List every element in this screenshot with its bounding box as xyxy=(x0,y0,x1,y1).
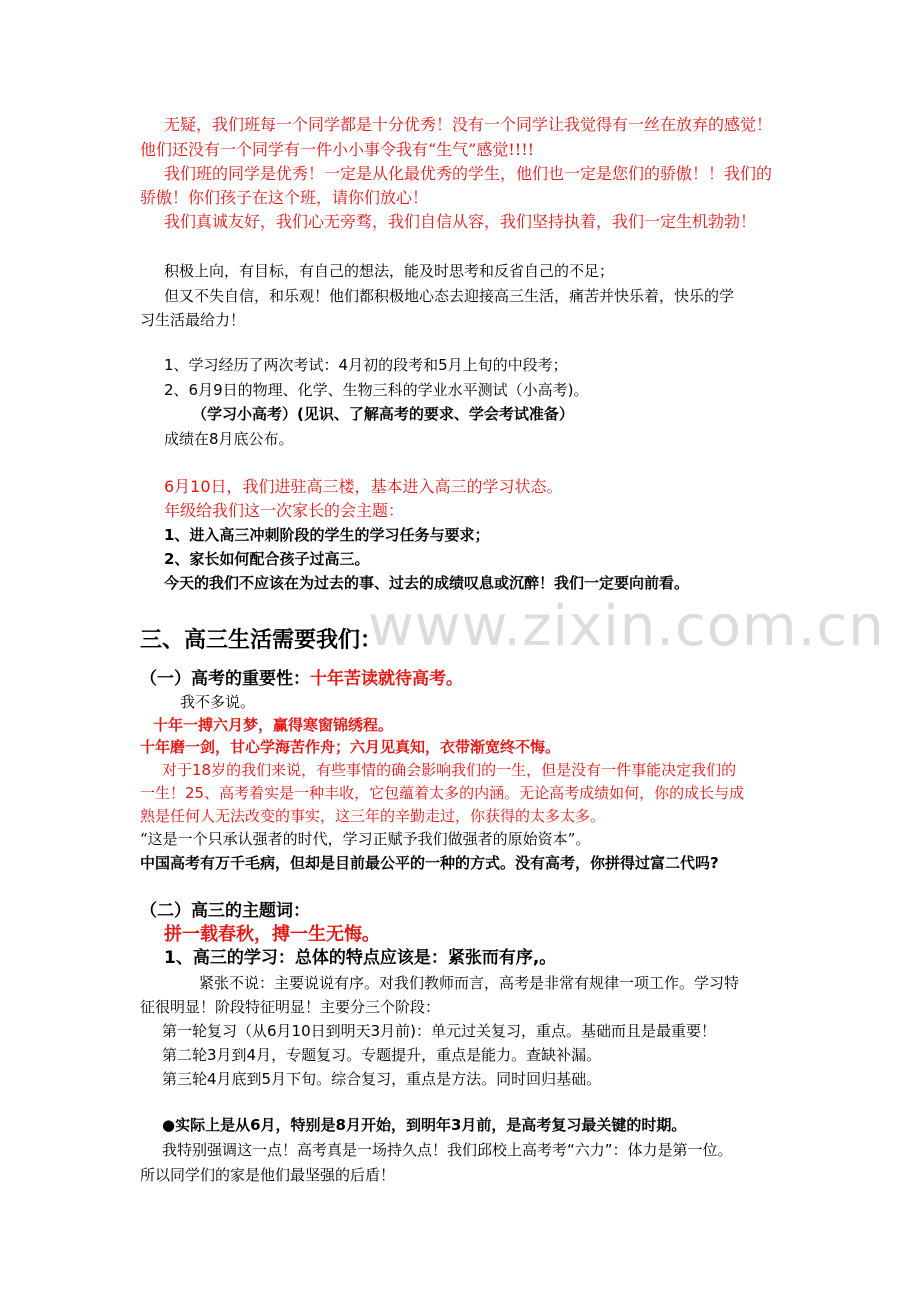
exam-results: 成绩在8月底公布。 xyxy=(164,430,294,448)
study-para-2: 征很明显！阶段特征明显！主要分三个阶段： xyxy=(140,998,441,1016)
subsection-2-heading: （二）高三的主题词： xyxy=(140,901,310,921)
fairness-statement: 中国高考有万千毛病，但却是目前最公平的一种的方式。没有高考，你拼得过富二代吗? xyxy=(140,854,719,872)
intro-line-5: 我们真诚友好，我们心无旁骛，我们自信从容，我们坚持执着，我们一定生机勃勃！ xyxy=(164,212,757,231)
intro-line-3: 我们班的同学是优秀！一定是从化最优秀的学生，他们也一定是您们的骄傲！！我们的 xyxy=(164,164,773,183)
positive-line-2: 但又不失自信，和乐观！他们都积极地心态去迎接高三生活，痛苦并快乐着，快乐的学 xyxy=(164,287,735,305)
key-period: ●实际上是从6月，特别是8月开始，到明年3月前，是高考复习最关键的时期。 xyxy=(162,1116,687,1134)
round-3: 第三轮4月底到5月下旬。综合复习，重点是方法。同时回归基础。 xyxy=(162,1070,602,1088)
quote-line-2: 十年磨一剑，甘心学海苦作舟；六月见真知，衣带渐宽终不悔。 xyxy=(140,738,561,756)
stress-line-1: 我特别强调这一点！高考真是一场持久点！我们邱校上高考考“六力”：体力是第一位。 xyxy=(162,1141,733,1159)
subsection-1-highlight: 十年苦读就待高考。 xyxy=(310,669,463,689)
meeting-item-1: 1、进入高三冲刺阶段的学生的学习任务与要求； xyxy=(164,526,490,544)
positive-line-3: 习生活最给力！ xyxy=(140,311,246,329)
section-3-heading: 三、高三生活需要我们： xyxy=(140,628,383,653)
intro-line-1: 无疑，我们班每一个同学都是十分优秀！没有一个同学让我觉得有一丝在放弃的感觉！ xyxy=(164,115,773,134)
watermark: www.zixin.com.cn xyxy=(368,594,885,659)
subsection-1-heading xyxy=(140,669,463,689)
meeting-theme-label: 年级给我们这一次家长的会主题： xyxy=(164,501,405,520)
meeting-closing: 今天的我们不应该在为过去的事、过去的成绩叹息或沉醉！我们一定要向前看。 xyxy=(164,574,690,592)
intro-line-4: 骄傲！你们孩子在这个班，请你们放心！ xyxy=(140,188,429,207)
importance-para-2: 一生！25、高考着实是一种丰收，它包蕴着太多的内涵。无论高考成绩如何，你的成长与成 xyxy=(140,784,745,802)
study-title: 1、高三的学习：总体的特点应该是：紧张而有序,。 xyxy=(164,948,557,968)
subsection-1-prefix: （一）高考的重要性： xyxy=(140,669,310,689)
positive-line-1: 积极上向，有目标，有自己的想法，能及时思考和反省自己的不足； xyxy=(164,262,615,280)
importance-para-1: 对于18岁的我们来说，有些事情的确会影响我们的一生，但是没有一件事能决定我们的 xyxy=(162,761,737,779)
exam-item-1: 1、学习经历了两次考试：4月初的段考和5月上旬的中段考； xyxy=(164,356,568,374)
move-in-note: 6月10日，我们进驻高三楼，基本进入高三的学习状态。 xyxy=(164,477,563,496)
round-2: 第二轮3月到4月，专题复习。专题提升，重点是能力。查缺补漏。 xyxy=(162,1046,602,1064)
exam-item-2: 2、6月9日的物理、化学、生物三科的学业水平测试（小高考)。 xyxy=(164,381,589,399)
quote-line-1: 十年一搏六月梦，赢得寒窗锦绣程。 xyxy=(153,716,394,734)
era-quote: “这是一个只承认强者的时代，学习正赋予我们做强者的原始资本”。 xyxy=(140,830,591,848)
stress-line-2: 所以同学们的家是他们最坚强的后盾！ xyxy=(140,1166,396,1184)
intro-line-2: 他们还没有一个同学有一件小小事令我有“生气”感觉!!!! xyxy=(140,140,535,159)
motto: 拼一载春秋，搏一生无悔。 xyxy=(164,924,380,945)
meeting-item-2: 2、家长如何配合孩子过高三。 xyxy=(164,550,370,568)
importance-para-3: 熟是任何人无法改变的事实，这三年的辛勤走过，你获得的太多太多。 xyxy=(140,807,606,825)
study-para-1: 紧张不说：主要说说有序。对我们教师而言，高考是非常有规律一项工作。学习特 xyxy=(199,974,740,992)
round-1: 第一轮复习（从6月10日到明天3月前)：单元过关复习，重点。基础而且是最重要！ xyxy=(162,1022,717,1040)
no-more-text: 我不多说。 xyxy=(180,693,256,711)
exam-note: （学习小高考）(见识、了解高考的要求、学会考试准备） xyxy=(192,405,574,423)
